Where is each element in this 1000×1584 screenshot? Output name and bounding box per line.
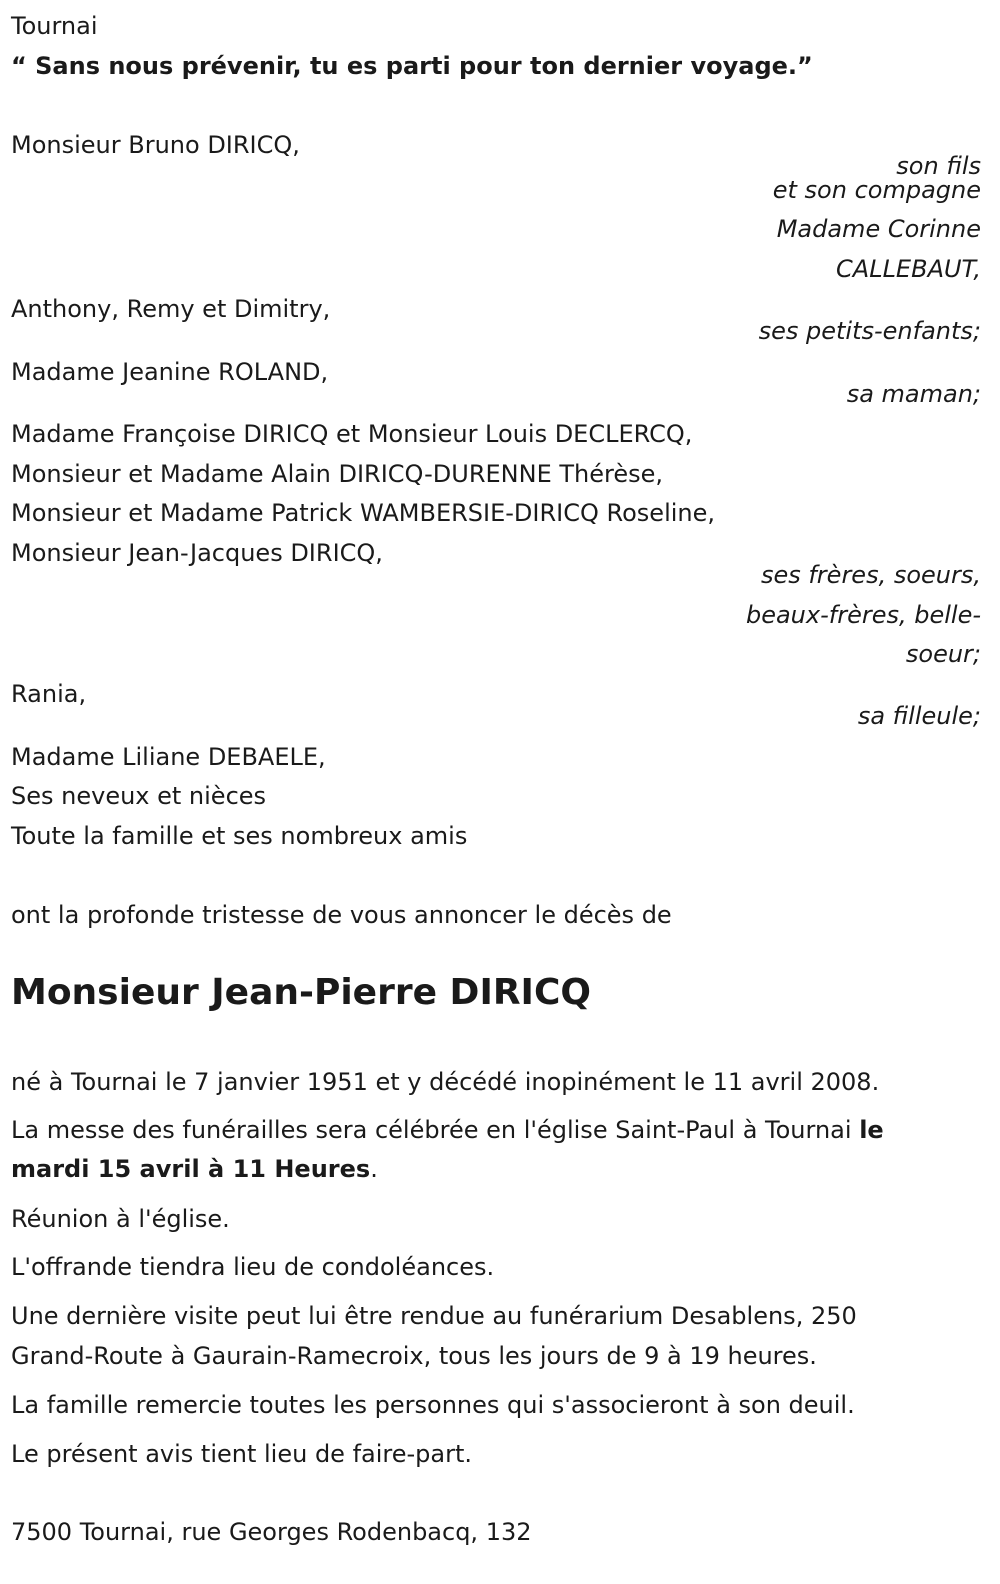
other-family-line: Ses neveux et nièces — [11, 782, 267, 810]
son-relation-4: CALLEBAUT, — [836, 255, 981, 283]
visit-line-1: Une dernière visite peut lui être rendue au funérarium Desablens, 250 — [11, 1302, 857, 1330]
goddaughter-relation: sa filleule; — [857, 702, 981, 730]
reunion: Réunion à l'église. — [11, 1205, 230, 1233]
announcement: ont la profonde tristesse de vous annoncer le décès de — [11, 901, 672, 929]
sibling-line: Monsieur et Madame Patrick WAMBERSIE-DIRICQ Roseline, — [11, 499, 716, 527]
other-family-line: Toute la famille et ses nombreux amis — [11, 822, 468, 850]
sibling-line: Monsieur et Madame Alain DIRICQ-DURENNE Thérèse, — [11, 460, 663, 488]
mass-date-start: le — [859, 1116, 884, 1144]
city-heading: Tournai — [11, 12, 98, 40]
son-relation-3: Madame Corinne — [776, 215, 981, 243]
goddaughter-name: Rania, — [11, 680, 87, 708]
siblings-relation-2: beaux-frères, belle- — [745, 601, 981, 629]
mass-end: . — [370, 1155, 378, 1183]
mass-line-2 — [11, 1149, 378, 1189]
address: 7500 Tournai, rue Georges Rodenbacq, 132 — [11, 1518, 532, 1546]
thanks: La famille remercie toutes les personnes qui s'associeront à son deuil. — [11, 1391, 855, 1419]
mother-name: Madame Jeanine ROLAND, — [11, 358, 329, 386]
siblings-relation-1: ses frères, soeurs, — [760, 561, 981, 589]
mass-text: La messe des funérailles sera célébrée en l'église Saint-Paul à Tournai — [11, 1116, 860, 1144]
grandchildren-relation: ses petits-enfants; — [758, 317, 981, 345]
son-relation-2: et son compagne — [772, 176, 981, 204]
birth-death: né à Tournai le 7 janvier 1951 et y décédé inopinément le 11 avril 2008. — [11, 1068, 880, 1096]
notice: Le présent avis tient lieu de faire-part. — [11, 1440, 473, 1468]
quote: “ Sans nous prévenir, tu es parti pour ton dernier voyage.” — [11, 52, 813, 80]
grandchildren-names: Anthony, Remy et Dimitry, — [11, 295, 331, 323]
mass-line-1 — [11, 1110, 884, 1150]
son-name: Monsieur Bruno DIRICQ, — [11, 131, 300, 159]
sibling-line: Madame Françoise DIRICQ et Monsieur Louis DECLERCQ, — [11, 420, 693, 448]
sibling-line: Monsieur Jean-Jacques DIRICQ, — [11, 539, 383, 567]
visit-line-2: Grand-Route à Gaurain-Ramecroix, tous les jours de 9 à 19 heures. — [11, 1342, 817, 1370]
son-relation-1: son fils — [896, 152, 981, 180]
offering: L'offrande tiendra lieu de condoléances. — [11, 1253, 495, 1281]
deceased-name: Monsieur Jean-Pierre DIRICQ — [11, 972, 591, 1013]
other-family-line: Madame Liliane DEBAELE, — [11, 743, 326, 771]
mass-date: mardi 15 avril à 11 Heures — [11, 1155, 371, 1183]
mother-relation: sa maman; — [846, 380, 981, 408]
siblings-relation-3: soeur; — [905, 640, 981, 668]
